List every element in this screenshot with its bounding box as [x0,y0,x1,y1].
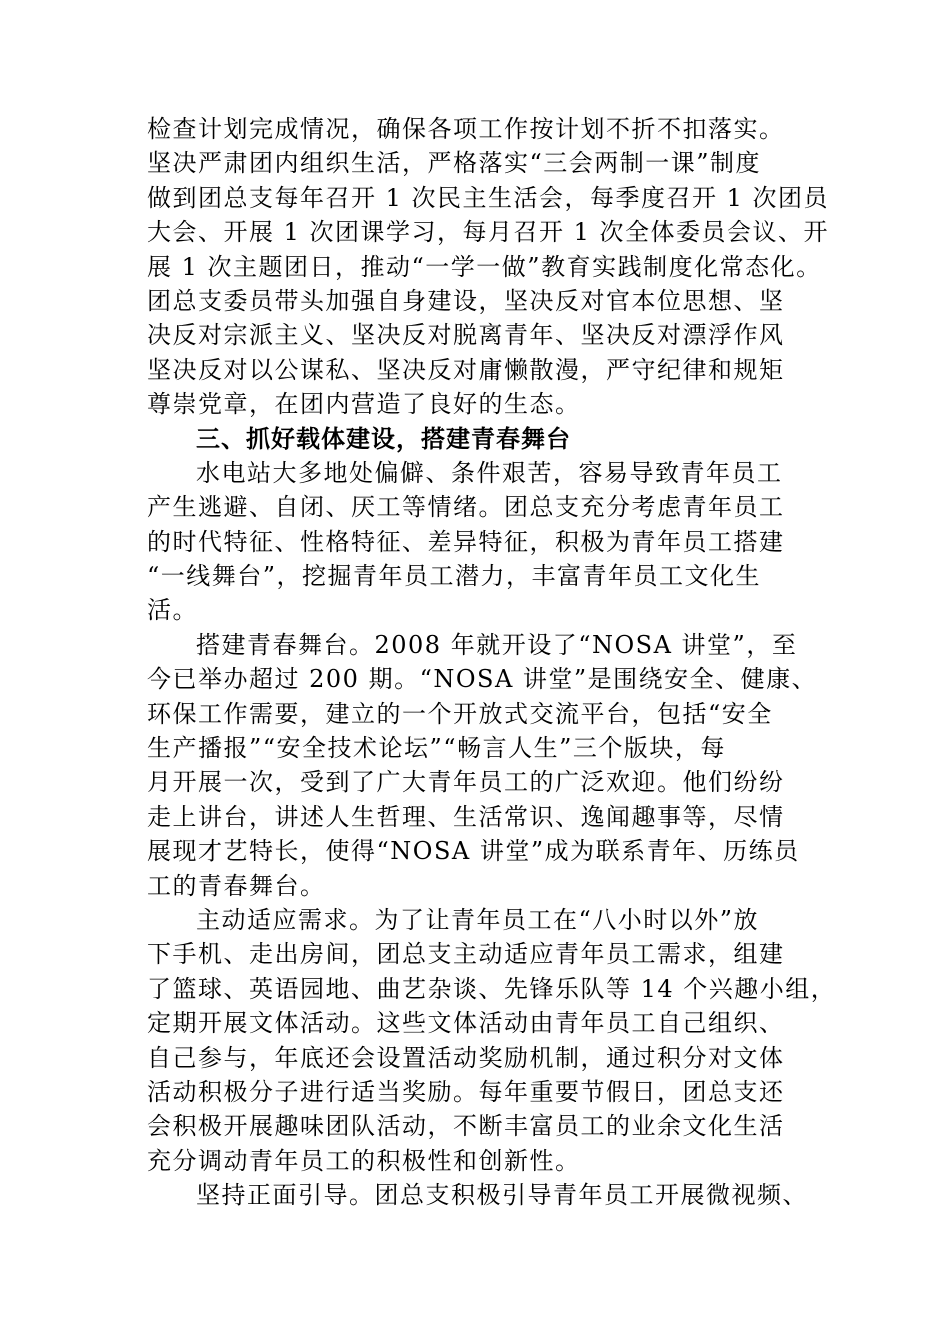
text-line: 展 1 次主题团日，推动“一学一做”教育实践制度化常态化。 [147,252,822,281]
text-line: 坚决反对以公谋私、坚决反对庸懒散漫，严守纪律和规矩 [147,355,785,384]
text-line: 团总支委员带头加强自身建设，坚决反对官本位思想、坚 [147,286,785,315]
text-line: 展现才艺特长，使得“NOSA 讲堂”成为联系青年、历练员 [147,837,800,866]
text-line: 决反对宗派主义、坚决反对脱离青年、坚决反对漂浮作风 [147,321,785,350]
text-line: 月开展一次，受到了广大青年员工的广泛欢迎。他们纷纷 [147,768,785,797]
text-line: 检查计划完成情况，确保各项工作按计划不折不扣落实。 [147,115,785,143]
text-line: 工的青春舞台。 [147,871,326,900]
text-line: 会积极开展趣味团队活动，不断丰富员工的业余文化生活 [147,1112,785,1141]
paragraph-first-line: 主动适应需求。为了让青年员工在“八小时以外”放 [196,905,760,934]
text-line: 的时代特征、性格特征、差异特征，积极为青年员工搭建 [147,527,785,556]
text-line: 大会、开展 1 次团课学习，每月召开 1 次全体委员会议、开 [147,218,830,247]
text-line: 尊崇党章，在团内营造了良好的生态。 [147,390,581,419]
text-line: 走上讲台，讲述人生哲理、生活常识、逸闻趣事等，尽情 [147,802,785,831]
text-line: 环保工作需要，建立的一个开放式交流平台，包括“安全 [147,699,773,728]
text-line: 坚决严肃团内组织生活，严格落实“三会两制一课”制度 [147,149,762,178]
text-line: 活动积极分子进行适当奖励。每年重要节假日，团总支还 [147,1077,785,1106]
text-line: 自己参与，年底还会设置活动奖励机制，通过积分对文体 [147,1043,785,1072]
text-line: 做到团总支每年召开 1 次民主生活会，每季度召开 1 次团员 [147,183,830,212]
text-line: 了篮球、英语园地、曲艺杂谈、先锋乐队等 14 个兴趣小组， [147,974,837,1003]
text-line: 活。 [147,596,198,625]
section-heading: 三、抓好载体建设，搭建青春舞台 [196,424,571,453]
paragraph-first-line: 坚持正面引导。团总支积极引导青年员工开展微视频、 [196,1181,808,1210]
text-line: 下手机、走出房间，团总支主动适应青年员工需求，组建 [147,940,785,969]
text-line: 充分调动青年员工的积极性和创新性。 [147,1146,581,1175]
text-line: 产生逃避、自闭、厌工等情绪。团总支充分考虑青年员工 [147,493,785,522]
body-text [147,112,837,1213]
text-line: “一线舞台”，挖掘青年员工潜力，丰富青年员工文化生 [147,562,762,591]
text-line: 生产播报”“安全技术论坛”“畅言人生”三个版块，每 [147,734,726,763]
paragraph-first-line: 搭建青春舞台。2008 年就开设了“NOSA 讲堂”，至 [196,630,798,659]
text-line: 定期开展文体活动。这些文体活动由青年员工自己组织、 [147,1009,785,1038]
paragraph-first-line: 水电站大多地处偏僻、条件艰苦，容易导致青年员工 [196,458,783,487]
text-line: 今已举办超过 200 期。“NOSA 讲堂”是围绕安全、健康、 [147,665,818,694]
